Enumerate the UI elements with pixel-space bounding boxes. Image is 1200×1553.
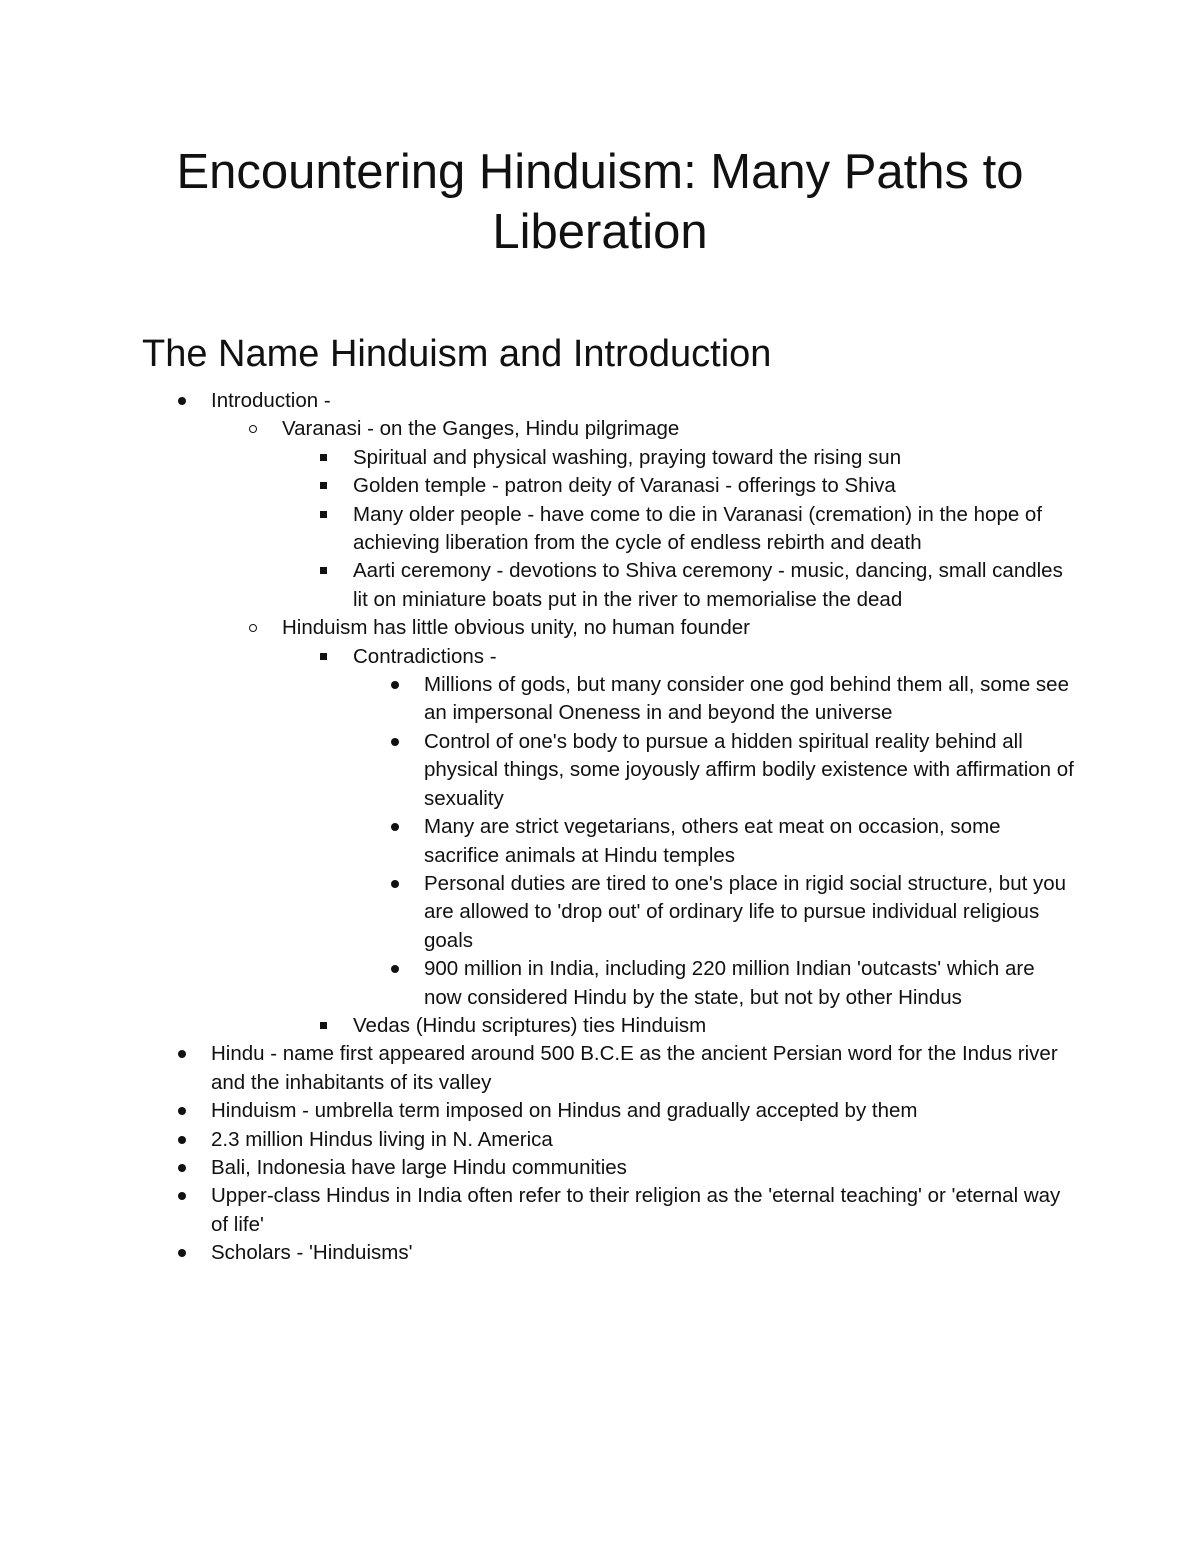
list-item [211, 1097, 1071, 1125]
list-item [353, 501, 1073, 558]
bullet-square-icon [316, 557, 336, 585]
list-item [424, 955, 1074, 1012]
list-item-vedas [353, 1012, 1073, 1040]
document-title: Encountering Hinduism: Many Paths to Liberation [176, 145, 1024, 259]
list-item [353, 557, 1073, 614]
list-item-varanasi [282, 415, 1072, 443]
bullet-dot-icon [174, 1239, 194, 1267]
list-item-text: Upper-class Hindus in India often refer to their religion as the 'eternal teaching' or 'eternal way of life' [211, 1184, 1061, 1236]
bullet-dot-icon [387, 728, 407, 756]
list-item-text: Scholars - 'Hinduisms' [211, 1241, 413, 1265]
list-item-text: Control of one's body to pursue a hidden spiritual reality behind all physical things, some joyously affirm bodily existence with affirmation of sexuality [424, 729, 1074, 810]
bullet-circle-icon [245, 614, 265, 642]
list-item-text: Contradictions - [353, 644, 497, 668]
bullet-square-icon [316, 1012, 336, 1040]
bullet-dot-icon [174, 1097, 194, 1125]
bullet-dot-icon [174, 1154, 194, 1182]
list-item [424, 728, 1074, 813]
list-item-text: Personal duties are tired to one's place in rigid social structure, but you are allowed to 'drop out' of ordinary life to pursue individual religious goals [424, 871, 1067, 952]
list-item-text: 2.3 million Hindus living in N. America [211, 1127, 553, 1151]
list-item [353, 444, 1073, 472]
list-item-text: Many are strict vegetarians, others eat meat on occasion, some sacrifice animals at Hindu temples [424, 815, 1001, 867]
list-item [211, 1182, 1071, 1239]
list-item-text: Aarti ceremony - devotions to Shiva ceremony - music, dancing, small candles lit on miniature boats put in the river to memorialise the dead [353, 559, 1063, 611]
bullet-square-icon [316, 643, 336, 671]
list-item-text: Spiritual and physical washing, praying toward the rising sun [353, 445, 902, 469]
list-item-text: Hinduism has little obvious unity, no human founder [282, 616, 750, 640]
list-item [211, 1126, 1071, 1154]
list-item-text: Golden temple - patron deity of Varanasi - offerings to Shiva [353, 474, 896, 498]
bullet-dot-icon [387, 870, 407, 898]
list-item-text: Hinduism - umbrella term imposed on Hindus and gradually accepted by them [211, 1099, 918, 1123]
bullet-dot-icon [387, 671, 407, 699]
list-item-text: 900 million in India, including 220 million Indian 'outcasts' which are now considered Hindu by the state, but not by other Hindus [424, 957, 1035, 1009]
list-item [211, 1040, 1071, 1097]
list-item-unity [282, 614, 1072, 642]
list-item-text: Varanasi - on the Ganges, Hindu pilgrimage [282, 417, 680, 441]
bullet-dot-icon [174, 1182, 194, 1210]
list-item-text: Millions of gods, but many consider one god behind them all, some see an impersonal Oneness in and beyond the universe [424, 673, 1069, 725]
list-item-text: Hindu - name first appeared around 500 B.C.E as the ancient Persian word for the Indus river and the inhabitants of its valley [211, 1042, 1058, 1094]
notes-outline [0, 387, 1200, 1268]
bullet-dot-icon [387, 955, 407, 983]
bullet-dot-icon [174, 1040, 194, 1068]
list-item [211, 1239, 1071, 1267]
bullet-circle-icon [245, 415, 265, 443]
bullet-square-icon [316, 501, 336, 529]
list-item [424, 870, 1074, 955]
list-item-text: Many older people - have come to die in Varanasi (cremation) in the hope of achieving liberation from the cycle of endless rebirth and death [353, 502, 1043, 555]
section-heading: The Name Hinduism and Introduction [142, 333, 772, 375]
bullet-square-icon [316, 472, 336, 500]
list-item-contradictions [353, 643, 1073, 671]
list-item [211, 1154, 1071, 1182]
list-item-text: Vedas (Hindu scriptures) ties Hinduism [353, 1013, 707, 1037]
list-item-introduction [211, 387, 1071, 415]
bullet-square-icon [316, 444, 336, 472]
list-item-text: Bali, Indonesia have large Hindu communities [211, 1155, 627, 1179]
list-item [424, 671, 1074, 728]
list-item [424, 813, 1074, 870]
list-item-text: Introduction - [211, 389, 331, 412]
bullet-dot-icon [387, 813, 407, 841]
bullet-dot-icon [174, 387, 194, 415]
list-item [353, 472, 1073, 500]
bullet-dot-icon [174, 1126, 194, 1154]
